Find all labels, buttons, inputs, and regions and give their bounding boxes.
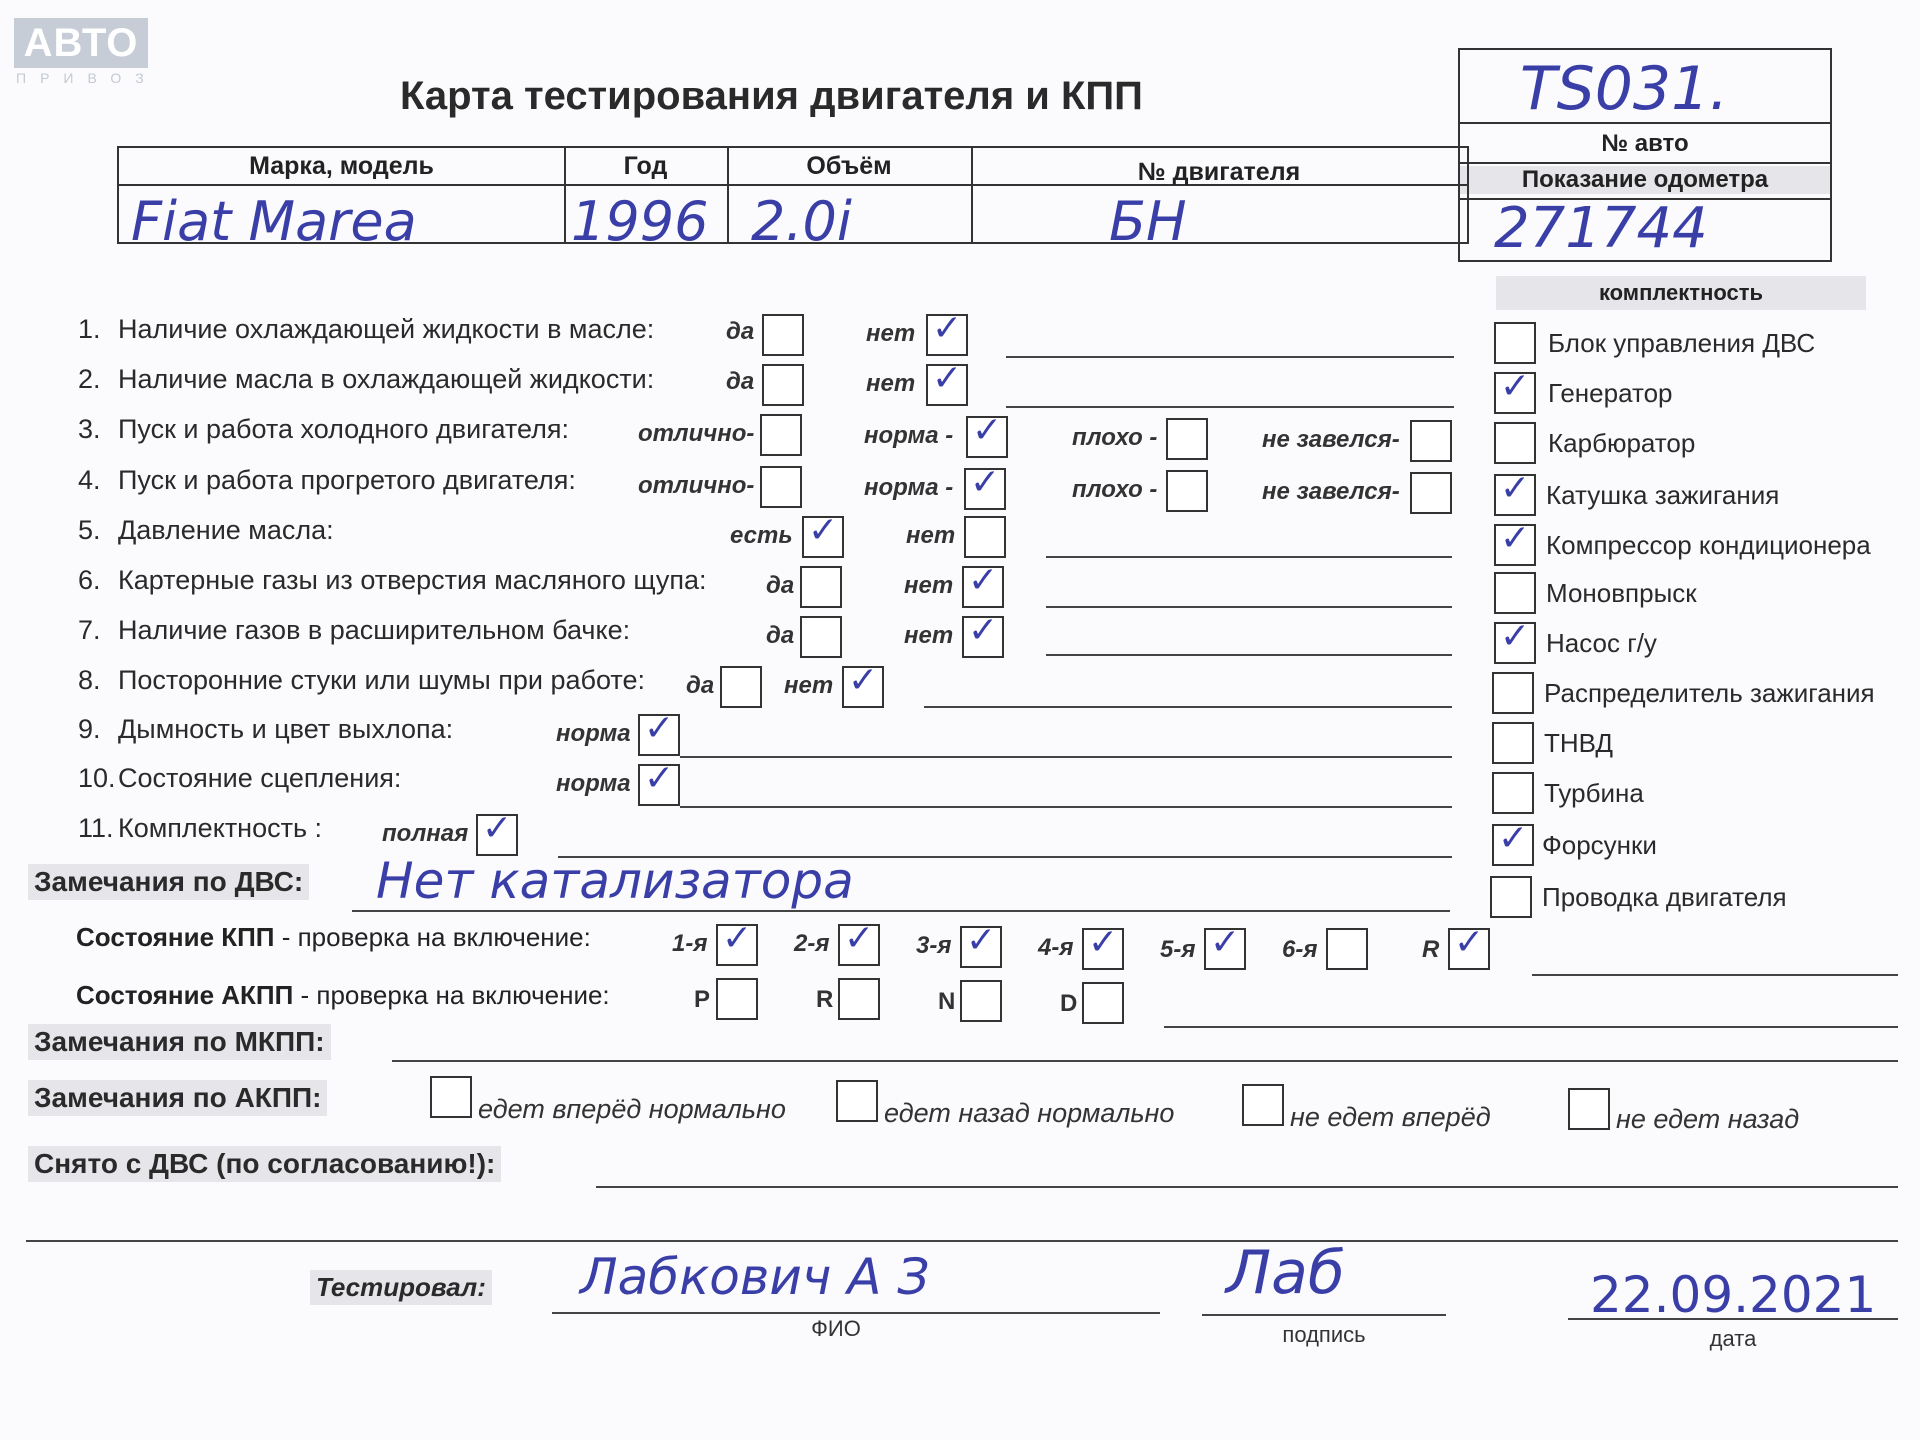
option-norma: норма -: [864, 422, 954, 449]
check-mark-icon: ✓: [644, 708, 675, 749]
checkbox-q10-norma[interactable]: [638, 758, 680, 806]
gear-label: 5-я: [1160, 936, 1196, 963]
checkbox-q6-net[interactable]: [962, 560, 1004, 608]
question-row: 6. Картерные газы из отверстия масляного щупа:: [78, 565, 707, 595]
kit-checkbox[interactable]: [1494, 422, 1536, 464]
vehicle-header-table: [117, 146, 1469, 253]
signature-caption: подпись: [1282, 1322, 1366, 1347]
option-ne-zavelsya: не завелся-: [1262, 478, 1400, 505]
kit-checkbox[interactable]: [1490, 876, 1532, 918]
akpp-checkbox-r[interactable]: [838, 978, 880, 1020]
kit-checkbox[interactable]: [1494, 468, 1536, 516]
kit-item-label: Распределитель зажигания: [1544, 678, 1875, 708]
akpp-mode-label: D: [1060, 990, 1078, 1017]
volume-label: Объём: [806, 152, 892, 180]
option-da: да: [726, 368, 755, 395]
kpp-label: Состояние КПП - проверка на включение:: [76, 922, 591, 952]
akpp-mode-label: R: [816, 986, 834, 1013]
question-row: 3. Пуск и работа холодного двигателя:: [78, 414, 569, 444]
checkbox-q3-ne-zavelsya[interactable]: [1410, 420, 1452, 462]
checkbox-q9-norma[interactable]: [638, 708, 680, 756]
date-caption: дата: [1709, 1326, 1757, 1351]
option-net: нет: [904, 622, 954, 649]
year-value: 1996: [571, 190, 709, 253]
kit-item-label: Карбюратор: [1548, 428, 1696, 458]
akpp-checkbox-p[interactable]: [716, 978, 758, 1020]
checkbox-q4-ne-zavelsya[interactable]: [1410, 472, 1452, 514]
check-mark-icon: ✓: [644, 758, 675, 799]
kit-item-label: Генератор: [1548, 378, 1673, 408]
check-mark-icon: ✓: [932, 308, 963, 349]
q8-note-line: [924, 706, 1452, 708]
akpp-mode-label: P: [694, 986, 711, 1013]
option-net: нет: [784, 672, 834, 699]
name-caption: ФИО: [811, 1316, 861, 1341]
gear-checkbox-5[interactable]: [1204, 922, 1246, 970]
q9-note-line: [680, 756, 1452, 758]
option-da: да: [766, 572, 795, 599]
kit-checkbox[interactable]: [1494, 572, 1536, 614]
date-line: [1568, 1318, 1898, 1320]
remarks-akpp-label: Замечания по АКПП:: [28, 1080, 327, 1116]
kit-checkbox[interactable]: [1492, 772, 1534, 814]
car-number-value: TS031.: [1520, 54, 1729, 124]
brand-label: Марка, модель: [249, 152, 434, 180]
check-mark-icon: ✓: [1500, 468, 1531, 509]
option-ploho: плохо -: [1072, 476, 1158, 503]
check-mark-icon: ✓: [932, 358, 963, 399]
engine-number-label: № двигателя: [1137, 158, 1301, 186]
removed-line-2: [26, 1240, 1898, 1242]
check-mark-icon: ✓: [966, 920, 997, 961]
gear-label: 1-я: [672, 930, 708, 957]
checkbox-q4-otlichno[interactable]: [760, 466, 802, 508]
gear-label: 4-я: [1038, 934, 1074, 961]
option-norma: норма -: [864, 474, 954, 501]
kit-heading: комплектность: [1496, 276, 1866, 310]
kit-item-label: Форсунки: [1542, 830, 1657, 860]
checkbox-q1-net[interactable]: [926, 308, 968, 356]
checkbox-q3-otlichno[interactable]: [760, 414, 802, 456]
option-net: нет: [904, 572, 954, 599]
kit-checkbox[interactable]: [1494, 616, 1536, 664]
option-otlichno: отлично-: [638, 472, 755, 499]
check-mark-icon: ✓: [970, 462, 1001, 503]
avto-logo-sub: ПРИВОЗ: [16, 70, 158, 86]
kit-checkbox[interactable]: [1494, 518, 1536, 566]
akpp-option-checkbox[interactable]: [430, 1076, 472, 1118]
option-norma: норма: [556, 770, 631, 797]
gear-checkbox-3[interactable]: [960, 920, 1002, 968]
question-row: 5. Давление масла:: [78, 515, 334, 545]
kit-item-label: Блок управления ДВС: [1548, 328, 1816, 358]
checkbox-q4-norma[interactable]: [964, 462, 1006, 510]
q7-note-line: [1046, 654, 1452, 656]
question-row: 7. Наличие газов в расширительном бачке:: [78, 615, 631, 645]
option-polnaya: полная: [382, 820, 469, 847]
question-row: 9. Дымность и цвет выхлопа:: [78, 714, 454, 744]
kit-item-label: Турбина: [1544, 778, 1644, 808]
gear-checkbox-1[interactable]: [716, 918, 758, 966]
name-line: [552, 1312, 1160, 1314]
checkbox-q7-net[interactable]: [962, 610, 1004, 658]
check-mark-icon: ✓: [968, 610, 999, 651]
option-net: нет: [866, 370, 916, 397]
q2-note-line: [1006, 406, 1454, 408]
remarks-engine-label: Замечания по ДВС:: [28, 864, 309, 900]
kit-item-label: Насос г/у: [1546, 628, 1657, 658]
checkbox-q3-ploho[interactable]: [1166, 418, 1208, 460]
check-mark-icon: ✓: [1500, 518, 1531, 559]
akpp-option-label: не едет вперёд: [1290, 1102, 1491, 1132]
option-net: нет: [906, 522, 956, 549]
akpp-option-label: едет назад нормально: [884, 1098, 1175, 1128]
signature-line: [1202, 1314, 1446, 1316]
akpp-label: Состояние АКПП - проверка на включение:: [76, 980, 610, 1010]
akpp-checkbox-n[interactable]: [960, 980, 1002, 1022]
brand-value: Fiat Marea: [131, 190, 417, 253]
check-mark-icon: ✓: [722, 918, 753, 959]
remarks-engine-value: Нет катализатора: [376, 852, 854, 910]
gear-label: 3-я: [916, 932, 952, 959]
akpp-mode-label: N: [938, 988, 956, 1015]
checkbox-q5-est[interactable]: [802, 510, 844, 558]
checkbox-q2-net[interactable]: [926, 358, 968, 406]
volume-value: 2.0i: [751, 190, 852, 253]
check-mark-icon: ✓: [844, 918, 875, 959]
car-number-odometer-box: [1458, 48, 1832, 262]
akpp-checkbox-d[interactable]: [1082, 982, 1124, 1024]
q6-note-line: [1046, 606, 1452, 608]
check-mark-icon: ✓: [1500, 616, 1531, 657]
option-norma: норма: [556, 720, 631, 747]
question-row: 10.Состояние сцепления:: [78, 763, 402, 793]
akpp-option-label: едет вперёд нормально: [478, 1094, 786, 1124]
checkbox-q2-da[interactable]: [762, 364, 804, 406]
check-mark-icon: ✓: [1500, 366, 1531, 407]
gear-checkbox-r[interactable]: [1448, 922, 1490, 970]
check-mark-icon: ✓: [808, 510, 839, 551]
gear-checkbox-4[interactable]: [1082, 922, 1124, 970]
kit-item-label: Моновпрыск: [1546, 578, 1697, 608]
checkbox-q7-da[interactable]: [800, 616, 842, 658]
gear-label: 2-я: [794, 930, 830, 957]
checkbox-q5-net[interactable]: [964, 516, 1006, 558]
q5-note-line: [1046, 556, 1452, 558]
checkbox-q6-da[interactable]: [800, 566, 842, 608]
checkbox-q3-norma[interactable]: [966, 410, 1008, 458]
q1-note-line: [1006, 356, 1454, 358]
engine-number-value: БН: [1109, 190, 1187, 253]
kpp-note-line: [1532, 974, 1898, 976]
avto-logo: АВТО: [14, 18, 148, 68]
check-mark-icon: ✓: [1498, 818, 1529, 859]
check-mark-icon: ✓: [968, 560, 999, 601]
akpp-option-checkbox[interactable]: [1242, 1084, 1284, 1126]
check-mark-icon: ✓: [848, 660, 879, 701]
question-row: 1. Наличие охлаждающей жидкости в масле:: [78, 314, 655, 344]
tested-label: Тестировал:: [310, 1270, 492, 1305]
removed-line-1: [596, 1186, 1898, 1188]
option-da: да: [766, 622, 795, 649]
q10-note-line: [680, 806, 1452, 808]
checkbox-q4-ploho[interactable]: [1166, 470, 1208, 512]
gear-label: 6-я: [1282, 936, 1318, 963]
question-row: 8. Посторонние стуки или шумы при работе:: [78, 665, 645, 695]
option-da: да: [726, 318, 755, 345]
tester-name: Лабкович А З: [580, 1248, 930, 1306]
akpp-note-line: [1164, 1026, 1898, 1028]
kit-item-label: Проводка двигателя: [1542, 882, 1787, 912]
question-row: 2. Наличие масла в охлаждающей жидкости:: [78, 364, 655, 394]
odometer-label: Показание одометра: [1460, 166, 1830, 194]
kit-checkbox[interactable]: [1492, 818, 1534, 866]
akpp-option-checkbox[interactable]: [1568, 1088, 1610, 1130]
checkbox-q8-net[interactable]: [842, 660, 884, 708]
option-ploho: плохо -: [1072, 424, 1158, 451]
removed-label: Снято с ДВС (по согласованию!):: [28, 1146, 501, 1182]
remarks-mkpp-line: [392, 1060, 1898, 1062]
kit-checkbox[interactable]: [1494, 366, 1536, 414]
kit-item-label: ТНВД: [1544, 728, 1614, 758]
checkbox-q1-da[interactable]: [762, 314, 804, 356]
check-mark-icon: ✓: [1088, 922, 1119, 963]
kit-checkbox[interactable]: [1492, 672, 1534, 714]
remarks-engine-line: [352, 910, 1450, 912]
odometer-value: 271744: [1494, 196, 1708, 261]
kit-checkbox[interactable]: [1492, 722, 1534, 764]
question-row: 11. Комплектность :: [78, 813, 323, 843]
akpp-option-label: не едет назад: [1616, 1104, 1800, 1134]
gear-label: R: [1422, 936, 1440, 963]
check-mark-icon: ✓: [1454, 922, 1485, 963]
check-mark-icon: ✓: [972, 410, 1003, 451]
option-est: есть: [730, 522, 793, 549]
gear-checkbox-6[interactable]: [1326, 928, 1368, 970]
check-mark-icon: ✓: [1210, 922, 1241, 963]
checkbox-q11-polnaya[interactable]: [476, 808, 518, 856]
year-label: Год: [623, 152, 668, 180]
option-ne-zavelsya: не завелся-: [1262, 426, 1400, 453]
kit-item-label: Компрессор кондиционера: [1546, 530, 1871, 560]
page-title: Карта тестирования двигателя и КПП: [400, 74, 1143, 118]
question-row: 4. Пуск и работа прогретого двигателя:: [78, 465, 576, 495]
remarks-mkpp-label: Замечания по МКПП:: [28, 1024, 331, 1060]
checkbox-q8-da[interactable]: [720, 666, 762, 708]
kit-item-label: Катушка зажигания: [1546, 480, 1780, 510]
option-otlichno: отлично-: [638, 420, 755, 447]
gear-checkbox-2[interactable]: [838, 918, 880, 966]
car-number-label: № авто: [1601, 130, 1689, 157]
akpp-option-checkbox[interactable]: [836, 1080, 878, 1122]
signature: Лаб: [1226, 1238, 1345, 1308]
option-da: да: [686, 672, 715, 699]
check-mark-icon: ✓: [482, 808, 513, 849]
option-net: нет: [866, 320, 916, 347]
kit-checkbox[interactable]: [1494, 322, 1536, 364]
test-date: 22.09.2021: [1590, 1266, 1877, 1324]
